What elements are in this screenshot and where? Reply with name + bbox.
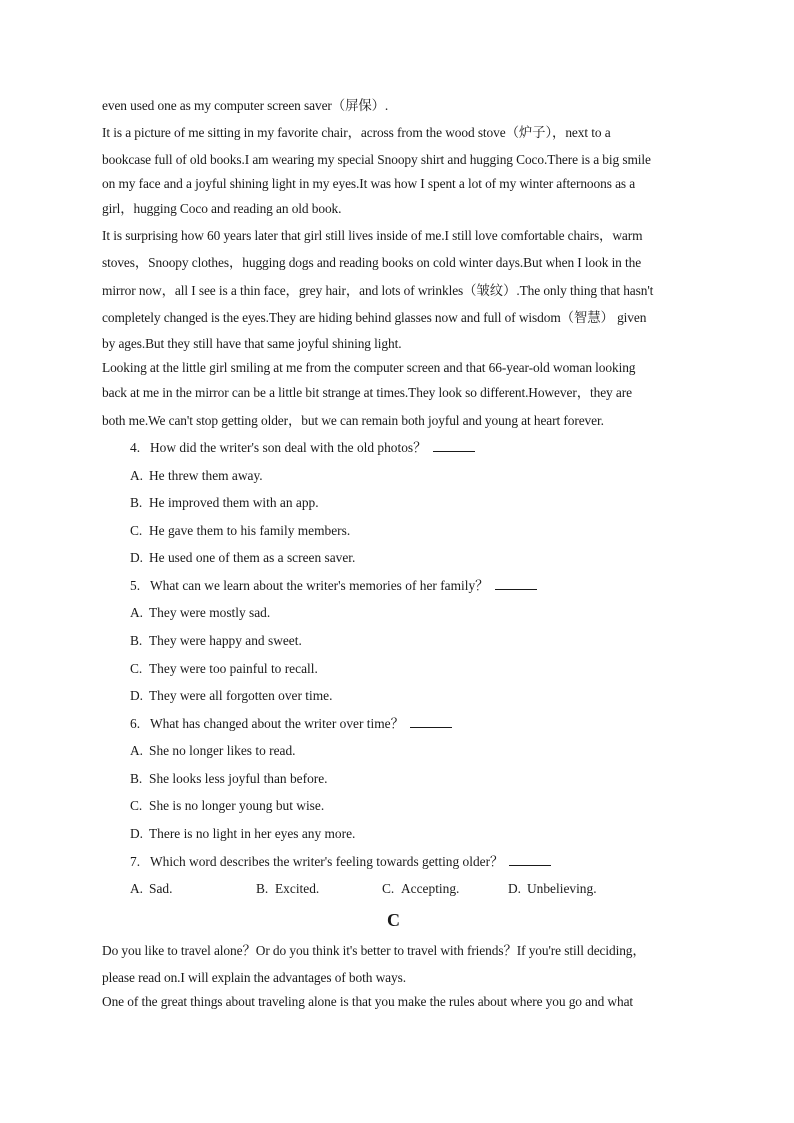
option-4c[interactable] xyxy=(130,522,350,539)
option-7a[interactable] xyxy=(130,880,172,897)
option-label: C. xyxy=(382,881,395,896)
passage-line: It is a picture of me sitting in my favorite chair，across from the wood stove（炉子），next to a xyxy=(102,125,611,140)
section-heading: C xyxy=(387,910,400,930)
answer-blank[interactable] xyxy=(509,854,551,866)
option-text: She no longer likes to read. xyxy=(149,743,296,758)
option-text: He threw them away. xyxy=(149,468,263,483)
option-7c[interactable] xyxy=(382,880,459,897)
option-4b[interactable] xyxy=(130,494,319,511)
option-text: She looks less joyful than before. xyxy=(149,771,328,786)
option-label: C. xyxy=(130,661,143,676)
option-label: D. xyxy=(130,688,144,703)
question-6 xyxy=(130,715,452,732)
option-text: They were happy and sweet. xyxy=(149,633,302,648)
option-6b[interactable] xyxy=(130,770,328,787)
passage-line: It is surprising how 60 years later that girl still lives inside of me.I still love comfortable chairs，warm xyxy=(102,228,643,243)
option-text: There is no light in her eyes any more. xyxy=(149,826,356,841)
passage-line: completely changed is the eyes.They are hiding behind glasses now and full of wisdom（智慧） given xyxy=(102,310,647,325)
option-label: C. xyxy=(130,798,143,813)
passage-line: girl，hugging Coco and reading an old book. xyxy=(102,201,342,216)
question-number: 5. xyxy=(130,578,141,593)
passage-line: back at me in the mirror can be a little bit strange at times.They look so different.However，they are xyxy=(102,385,632,400)
option-label: D. xyxy=(130,826,144,841)
option-label: A. xyxy=(130,743,144,758)
answer-blank[interactable] xyxy=(495,578,537,590)
option-6a[interactable] xyxy=(130,742,296,759)
question-4 xyxy=(130,439,475,456)
answer-blank[interactable] xyxy=(433,440,475,452)
option-text: He improved them with an app. xyxy=(149,495,319,510)
passage-line: Do you like to travel alone？Or do you think it's better to travel with friends？If you're still deciding， xyxy=(102,943,646,958)
passage-line: even used one as my computer screen saver（屏保）. xyxy=(102,98,389,113)
option-label: D. xyxy=(130,550,144,565)
option-label: B. xyxy=(130,495,143,510)
question-text: Which word describes the writer's feeling towards getting older？ xyxy=(150,854,504,869)
question-7 xyxy=(130,853,551,870)
option-text: He used one of them as a screen saver. xyxy=(149,550,356,565)
option-6c[interactable] xyxy=(130,797,324,814)
option-4a[interactable] xyxy=(130,467,263,484)
option-text: They were too painful to recall. xyxy=(149,661,318,676)
option-label: A. xyxy=(130,605,144,620)
option-label: B. xyxy=(130,771,143,786)
option-text: Excited. xyxy=(275,881,320,896)
question-text: How did the writer's son deal with the old photos？ xyxy=(150,440,427,455)
option-5c[interactable] xyxy=(130,660,318,677)
question-number: 6. xyxy=(130,716,141,731)
option-text: Unbelieving. xyxy=(527,881,597,896)
answer-blank[interactable] xyxy=(410,716,452,728)
passage-line: please read on.I will explain the advantages of both ways. xyxy=(102,970,406,985)
question-text: What has changed about the writer over time？ xyxy=(150,716,404,731)
passage-line: bookcase full of old books.I am wearing my special Snoopy shirt and hugging Coco.There is a big smile xyxy=(102,152,651,167)
question-5 xyxy=(130,577,537,594)
option-4d[interactable] xyxy=(130,549,355,566)
option-label: C. xyxy=(130,523,143,538)
passage-line: Looking at the little girl smiling at me from the computer screen and that 66-year-old woman looking xyxy=(102,360,636,375)
passage-line: by ages.But they still have that same joyful shining light. xyxy=(102,336,402,351)
passage-line: on my face and a joyful shining light in my eyes.It was how I spent a lot of my winter afternoons as a xyxy=(102,176,636,191)
option-text: Accepting. xyxy=(401,881,460,896)
option-label: B. xyxy=(256,881,269,896)
option-label: D. xyxy=(508,881,522,896)
option-text: They were mostly sad. xyxy=(149,605,271,620)
option-label: A. xyxy=(130,881,144,896)
option-6d[interactable] xyxy=(130,825,355,842)
option-7d[interactable] xyxy=(508,880,597,897)
option-5b[interactable] xyxy=(130,632,302,649)
option-label: B. xyxy=(130,633,143,648)
option-5a[interactable] xyxy=(130,604,270,621)
passage-line: stoves，Snoopy clothes，hugging dogs and reading books on cold winter days.But when I look in the xyxy=(102,255,642,270)
passage-line: One of the great things about traveling alone is that you make the rules about where you go and what xyxy=(102,994,634,1009)
option-text: He gave them to his family members. xyxy=(149,523,351,538)
option-7b[interactable] xyxy=(256,880,319,897)
option-text: She is no longer young but wise. xyxy=(149,798,325,813)
passage-line: both me.We can't stop getting older，but we can remain both joyful and young at heart forever. xyxy=(102,413,604,428)
option-text: They were all forgotten over time. xyxy=(149,688,333,703)
question-number: 7. xyxy=(130,854,141,869)
passage-line: mirror now，all I see is a thin face，grey hair，and lots of wrinkles（皱纹）.The only thing that hasn't xyxy=(102,283,654,298)
question-number: 4. xyxy=(130,440,141,455)
question-text: What can we learn about the writer's memories of her family？ xyxy=(150,578,489,593)
option-text: Sad. xyxy=(149,881,173,896)
option-label: A. xyxy=(130,468,144,483)
option-5d[interactable] xyxy=(130,687,332,704)
